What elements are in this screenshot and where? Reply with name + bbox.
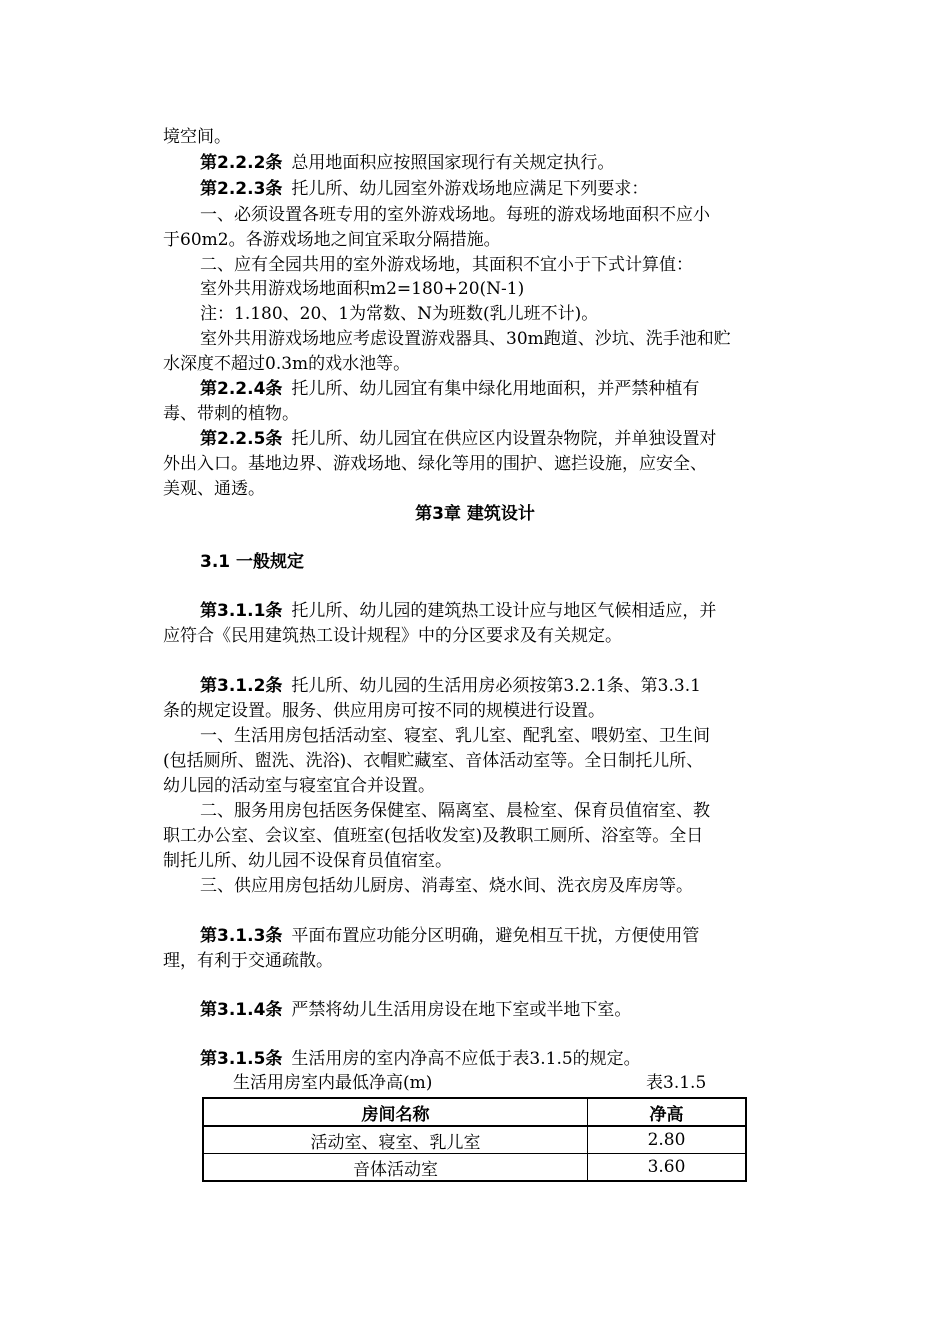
article-text: 平面布置应功能分区明确，避免相互干扰，方便使用管: [291, 926, 700, 946]
article-label: 第2.2.4条: [200, 379, 283, 399]
article-3-1-1: [200, 599, 716, 623]
article-text: 托儿所、幼儿园宜在供应区内设置杂物院，并单独设置对: [291, 429, 717, 449]
article-text: 托儿所、幼儿园的建筑热工设计应与地区气候相适应，并: [291, 601, 717, 621]
article-2-2-5: [200, 427, 716, 451]
article-label: 第2.2.5条: [200, 429, 283, 449]
table-header-row: [203, 1098, 746, 1126]
paragraph-line: 理，有利于交通疏散。: [163, 951, 333, 971]
article-label: 第3.1.4条: [200, 1000, 283, 1020]
chapter-heading: 第3章 建筑设计: [415, 504, 535, 524]
article-2-2-3: [200, 177, 648, 201]
article-text: 严禁将幼儿生活用房设在地下室或半地下室。: [291, 1000, 632, 1020]
table-cell: 3.60: [588, 1154, 747, 1182]
article-label: 第2.2.2条: [200, 153, 283, 173]
article-label: 第3.1.5条: [200, 1049, 283, 1069]
paragraph-line: 二、服务用房包括医务保健室、隔离室、晨检室、保育员值宿室、教: [200, 801, 710, 821]
article-label: 第3.1.1条: [200, 601, 283, 621]
table-header-cell: 净高: [588, 1098, 747, 1126]
article-text: 托儿所、幼儿园的生活用房必须按第3.2.1条、第3.3.1: [291, 676, 701, 696]
article-2-2-4: [200, 377, 699, 401]
paragraph-line: 一、生活用房包括活动室、寝室、乳儿室、配乳室、喂奶室、卫生间: [200, 726, 710, 746]
paragraph-line: 二、应有全园共用的室外游戏场地，其面积不宜小于下式计算值：: [200, 255, 693, 275]
article-3-1-4: [200, 998, 631, 1022]
paragraph-line: 条的规定设置。服务、供应用房可按不同的规模进行设置。: [163, 701, 605, 721]
table-row: [203, 1154, 746, 1182]
article-text: 托儿所、幼儿园室外游戏场地应满足下列要求：: [291, 179, 649, 199]
table-cell: 2.80: [588, 1126, 747, 1154]
article-text: 生活用房的室内净高不应低于表3.1.5的规定。: [291, 1049, 641, 1069]
paragraph-line: 毒、带刺的植物。: [163, 404, 299, 424]
ceiling-height-table: [202, 1097, 747, 1182]
paragraph-line: 室外共用游戏场地应考虑设置游戏器具、30m跑道、沙坑、洗手池和贮: [200, 329, 731, 349]
article-text: 总用地面积应按照国家现行有关规定执行。: [291, 153, 615, 173]
table-number: 表3.1.5: [646, 1073, 707, 1093]
paragraph-line: (包括厕所、盥洗、洗浴)、衣帽贮藏室、音体活动室等。全日制托儿所、: [163, 751, 704, 771]
article-label: 第3.1.2条: [200, 676, 283, 696]
paragraph-line: 境空间。: [163, 127, 231, 147]
paragraph-line: 于60m2。各游戏场地之间宜采取分隔措施。: [163, 230, 501, 250]
note-line: 注：1.180、20、1为常数、N为班数(乳儿班不计)。: [200, 304, 599, 324]
table-cell: 音体活动室: [203, 1154, 588, 1182]
article-label: 第3.1.3条: [200, 926, 283, 946]
table-caption: 生活用房室内最低净高(m): [233, 1073, 433, 1093]
paragraph-line: 应符合《民用建筑热工设计规程》中的分区要求及有关规定。: [163, 626, 622, 646]
paragraph-line: 职工办公室、会议室、值班室(包括收发室)及教职工厕所、浴室等。全日: [163, 826, 704, 846]
paragraph-line: 幼儿园的活动室与寝室宜合并设置。: [163, 776, 435, 796]
paragraph-line: 一、必须设置各班专用的室外游戏场地。每班的游戏场地面积不应小: [200, 205, 710, 225]
paragraph-line: 水深度不超过0.3m的戏水池等。: [163, 354, 411, 374]
table-cell: 活动室、寝室、乳儿室: [203, 1126, 588, 1154]
table-row: [203, 1126, 746, 1154]
table-header-cell: 房间名称: [203, 1098, 588, 1126]
article-3-1-5: [200, 1047, 641, 1071]
article-label: 第2.2.3条: [200, 179, 283, 199]
article-2-2-2: [200, 151, 614, 175]
paragraph-line: 美观、通透。: [163, 479, 265, 499]
paragraph-line: 外出入口。基地边界、游戏场地、绿化等用的围护、遮拦设施，应安全、: [163, 454, 707, 474]
article-3-1-2: [200, 674, 701, 698]
paragraph-line: 制托儿所、幼儿园不设保育员值宿室。: [163, 851, 452, 871]
paragraph-line: 三、供应用房包括幼儿厨房、消毒室、烧水间、洗衣房及库房等。: [200, 876, 693, 896]
article-text: 托儿所、幼儿园宜有集中绿化用地面积，并严禁种植有: [291, 379, 700, 399]
formula-line: 室外共用游戏场地面积m2=180+20(N-1): [200, 279, 525, 299]
section-heading: 3.1 一般规定: [200, 552, 305, 572]
article-3-1-3: [200, 924, 699, 948]
